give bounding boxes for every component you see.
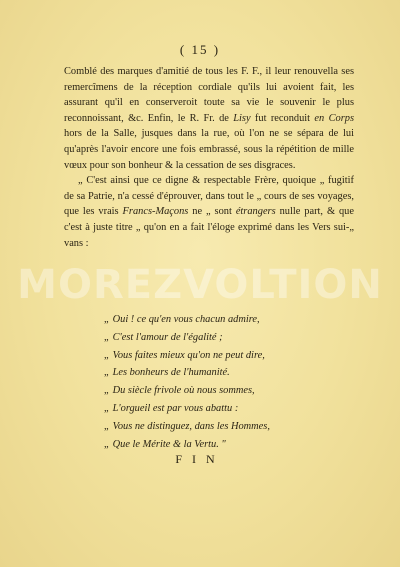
verse-text: C'est l'amour de l'égalité ; [112,331,223,343]
verse-text: L'orgueil est par vous abattu : [112,402,239,414]
body-text [64,64,354,251]
page-number: ( 15 ) [179,42,221,57]
verse-line [104,347,364,365]
quote-mark: „ [104,420,109,432]
verse-block [104,311,364,453]
verse-text: Vous faites mieux qu'on ne peut dire, [112,349,265,361]
verse-line [104,418,364,436]
text-run: fut reconduit [250,112,315,124]
paragraph [64,173,354,251]
text-run: hors de la Salle, jusques dans la rue, où l'on ne se sépara de lui qu'après l'avoir encore une fois embrassé, sous la répétition de mille vœux pour son bonheur & la cessation de ses disgraces. [64,128,354,171]
quote-mark: „ [104,331,109,343]
quote-mark: „ [104,402,109,414]
verse-line [104,329,364,347]
text-run: Comblé des marques d'amitié de tous les F. F., il leur renouvella ses remercîmens de la réception cordiale qu'ils lui avoient fait, les assurant qu'il en conserveroit toute sa vie le souvenir le plus reconnoissant, &c. Enfin, le R. Fr. de [64,66,354,124]
text-run: „ C'est ainsi que ce digne & respectable Frère, quoique „ fugitif de sa Patrie, n'a cessé d'éprouver, dans tout le „ cours de ses voyages, que les vrais [64,175,354,218]
verse-text: Que le Mérite & la Vertu. " [112,438,226,450]
verse-line [104,382,364,400]
verse-line [104,364,364,382]
quote-mark: „ [104,438,109,450]
verse-text: Oui ! ce qu'en vous chacun admire, [112,314,260,325]
quote-mark: „ [104,367,109,379]
italic-text: étrangers [235,206,276,218]
watermark: MOREZVOLTION [17,262,383,308]
verse-text: Vous ne distinguez, dans les Hommes, [112,420,270,432]
italic-text: Francs-Maçons [122,206,189,218]
verse-line [104,436,364,454]
quote-mark: „ [104,349,109,361]
verse-text: Du siècle frivole où nous sommes, [112,385,255,397]
text-run: nulle part, & que c'est à juste titre „ qu'on en a fait l'éloge exprimé dans les Vers sui-„ vans : [64,206,354,249]
fin-label: FIN [175,452,225,466]
quote-mark: „ [104,385,109,397]
paragraph [64,64,354,173]
italic-text: Lisy [233,112,251,124]
verse-line [104,400,364,418]
text-run: ne „ sont [188,206,236,218]
quote-mark: „ [104,314,109,325]
italic-text: en Corps [314,112,354,124]
verse-line [104,311,364,329]
verse-text: Les bonheurs de l'humanité. [112,367,230,379]
